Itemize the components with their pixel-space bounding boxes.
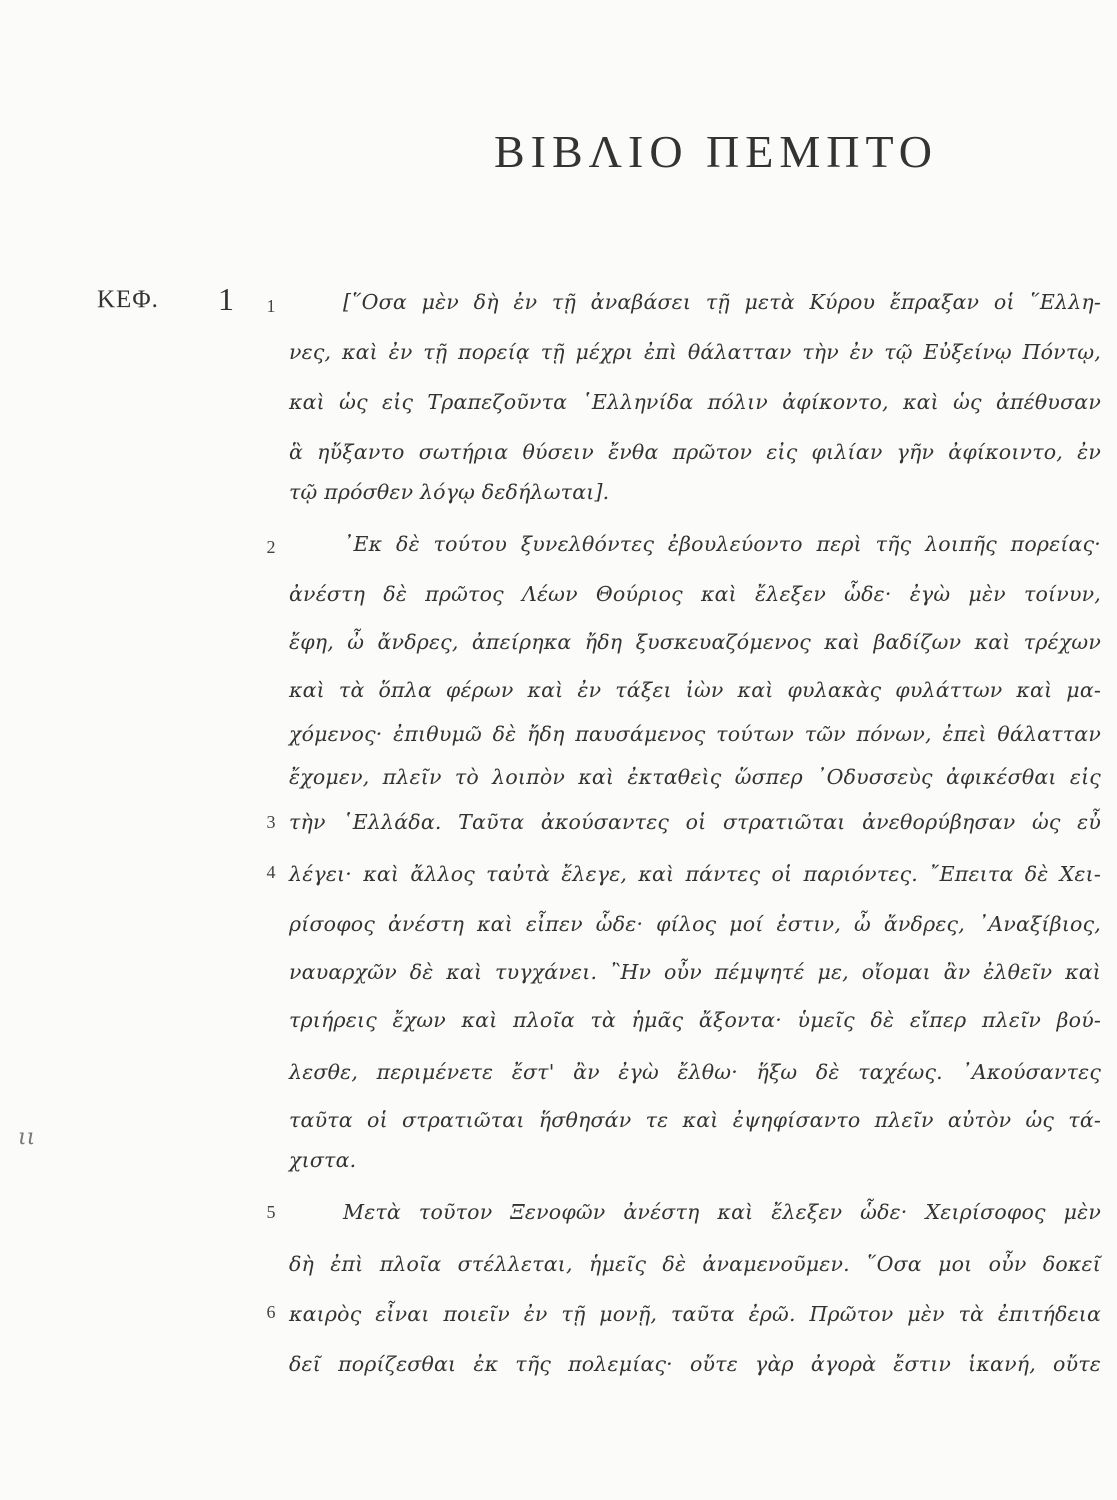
text-line: νες, καὶ ἐν τῇ πορείᾳ τῇ μέχρι ἐπὶ θάλατταν τὴν ἐν τῷ Εὐξείνῳ Πόντῳ, <box>289 340 1101 364</box>
text-line: χόμενος· ἐπιθυμῶ δὲ ἤδη παυσάμενος τούτων τῶν πόνων, ἐπεὶ θάλατταν <box>289 722 1101 746</box>
section-number: 4 <box>266 862 276 882</box>
text-line: ἔχομεν, πλεῖν τὸ λοιπὸν καὶ ἐκταθεὶς ὥσπερ ᾿Οδυσσεὺς ἀφικέσθαι εἰς <box>289 765 1101 789</box>
text-line: ᾿Εκ δὲ τούτου ξυνελθόντες ἐβουλεύοντο περὶ τῆς λοιπῆς πορείας· <box>343 532 1101 556</box>
text-line: τὴν ῾Ελλάδα. Ταῦτα ἀκούσαντες οἱ στρατιῶται ἀνεθορύβησαν ὡς εὖ <box>289 810 1101 834</box>
text-line: Μετὰ τοῦτον Ξενοφῶν ἀνέστη καὶ ἔλεξεν ὧδε· Χειρίσοφος μὲν <box>343 1200 1101 1224</box>
section-number: 6 <box>266 1302 276 1322</box>
chapter-label: ΚΕΦ. <box>97 286 159 313</box>
text-line: δὴ ἐπὶ πλοῖα στέλλεται, ἡμεῖς δὲ ἀναμενοῦμεν. ῞Οσα μοι οὖν δοκεῖ <box>289 1252 1101 1276</box>
section-number: 5 <box>266 1202 276 1222</box>
text-line: ἀνέστη δὲ πρῶτος Λέων Θούριος καὶ ἔλεξεν ὧδε· ἐγὼ μὲν τοίνυν, <box>289 582 1101 606</box>
text-line: χιστα. <box>289 1148 357 1172</box>
text-line: ρίσοφος ἀνέστη καὶ εἶπεν ὧδε· φίλος μοί ἐστιν, ὦ ἄνδρες, ᾿Αναξίβιος, <box>289 912 1101 936</box>
text-line: ἔφη, ὦ ἄνδρες, ἀπείρηκα ἤδη ξυσκευαζόμενος καὶ βαδίζων καὶ τρέχων <box>289 630 1101 654</box>
text-line: ναυαρχῶν δὲ καὶ τυγχάνει. ῍Ην οὖν πέμψητέ με, οἴομαι ἂν ἐλθεῖν καὶ <box>289 960 1101 984</box>
chapter-number: 1 <box>218 281 234 317</box>
text-line: [῞Οσα μὲν δὴ ἐν τῇ ἀναβάσει τῇ μετὰ Κύρου ἔπραξαν οἱ ῞Ελλη- <box>343 290 1101 314</box>
section-number: 2 <box>266 537 276 557</box>
text-line: καὶ τὰ ὅπλα φέρων καὶ ἐν τάξει ἰὼν καὶ φυλακὰς φυλάττων καὶ μα- <box>289 678 1101 702</box>
text-line: καιρὸς εἶναι ποιεῖν ἐν τῇ μονῇ, ταῦτα ἐρῶ. Πρῶτον μὲν τὰ ἐπιτήδεια <box>289 1302 1101 1326</box>
text-line: τριήρεις ἔχων καὶ πλοῖα τὰ ἡμᾶς ἄξοντα· ὑμεῖς δὲ εἴπερ πλεῖν βού- <box>289 1008 1101 1032</box>
text-line: καὶ ὡς εἰς Τραπεζοῦντα ῾Ελληνίδα πόλιν ἀφίκοντο, καὶ ὡς ἀπέθυσαν <box>289 390 1101 414</box>
text-line: δεῖ πορίζεσθαι ἐκ τῆς πολεμίας· οὔτε γὰρ ἀγορὰ ἔστιν ἱκανή, οὔτε <box>289 1352 1101 1376</box>
margin-mark: ιι <box>18 1125 36 1150</box>
section-number: 1 <box>266 296 276 316</box>
book-title: ΒΙΒΛΙΟ ΠΕΜΠΤΟ <box>493 126 938 177</box>
text-line: λεσθε, περιμένετε ἔστ' ἂν ἐγὼ ἔλθω· ἥξω δὲ ταχέως. ᾿Ακούσαντες <box>289 1060 1101 1084</box>
text-line: λέγει· καὶ ἄλλος ταὐτὰ ἔλεγε, καὶ πάντες οἱ παριόντες. ῎Επειτα δὲ Χει- <box>289 862 1101 886</box>
section-number: 3 <box>266 812 276 832</box>
text-line: τῷ πρόσθεν λόγῳ δεδήλωται]. <box>289 480 610 504</box>
text-line: ἃ ηὔξαντο σωτήρια θύσειν ἔνθα πρῶτον εἰς φιλίαν γῆν ἀφίκοιντο, ἐν <box>289 440 1101 464</box>
text-line: ταῦτα οἱ στρατιῶται ἥσθησάν τε καὶ ἐψηφίσαντο πλεῖν αὐτὸν ὡς τά- <box>289 1108 1101 1132</box>
